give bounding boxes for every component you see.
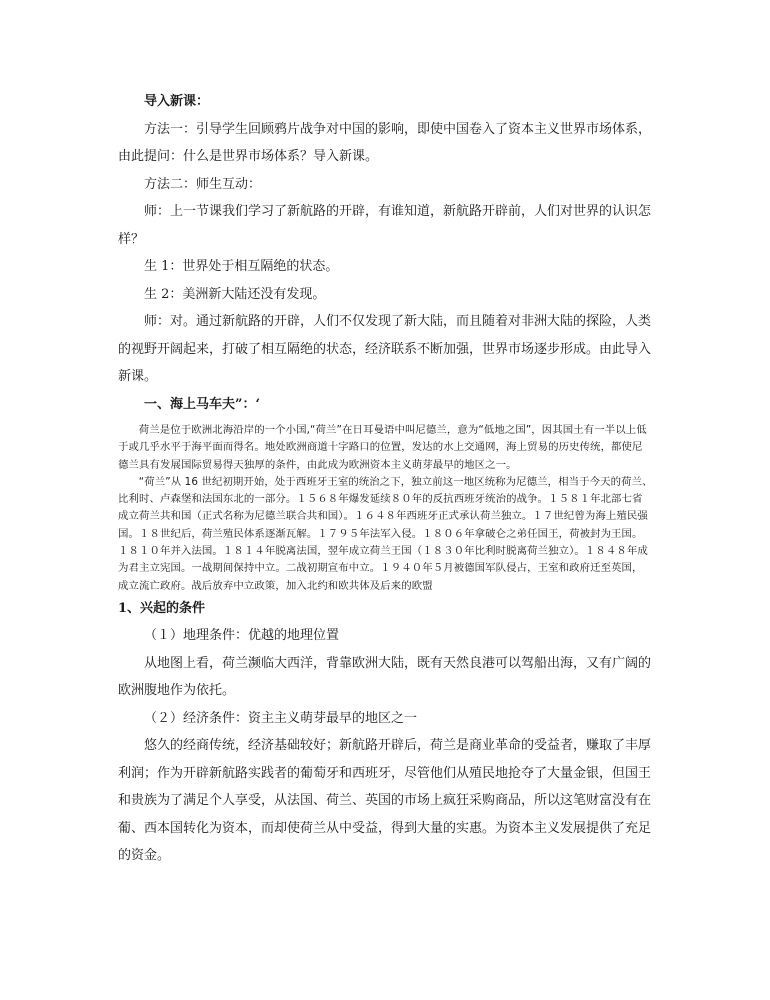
intro-heading: 导入新课： [144,94,210,109]
student-two-answer: 生 2：美洲新大陆还没有发现。 [144,286,326,302]
section-one-heading: 一、海上马车夫”：‘ [144,396,261,412]
condition-one-paragraph: 从地图上看，荷兰濒临大西洋，背靠欧洲大陆，既有天然良港可以驾船出海，又有广阔的欧洲腹地作为依托。 [118,655,652,699]
document-body [118,88,653,870]
subsection-one-heading: 1、兴起的条件 [118,600,206,616]
method-two-heading: 方法二：师生互动： [144,176,262,192]
condition-two-heading: （２）经济条件：资主主义萌芽最早的地区之一 [144,710,418,726]
netherlands-history-paragraph: “荷兰”从 16 世纪初期开始，处于西班牙王室的统治之下，独立前这一地区统称为尼德兰，相当于今天的荷兰、比利时、卢森堡和法国东北的一部分。１５６８年爆发延续８０年的反抗西班牙统治的战争。１５８１年北部七省成立荷兰共和国（正式名称为尼德兰联合共和国）。１６４８年西班牙正式承认荷兰独立。１７世纪曾为海上殖民强国。１８世纪后，荷兰殖民体系逐渐瓦解。１７９５年法军入侵。１８０６年拿破仑之弟任国王，荷被封为王国。１８１０年并入法国。１８１４年脱离法国，翌年成立荷兰王国（１８３０年比利时脱离荷兰独立）。１８４８年成为君主立宪国。一战期间保持中立。二战初期宣布中立。１９４０年５月被德国军队侵占，王室和政府迁至英国，成立流亡政府。战后放弃中立政策，加入北约和欧共体及后来的欧盟 [118,475,653,592]
condition-one-heading: （１）地理条件：优越的地理位置 [144,628,340,644]
student-one-answer: 生 1：世界处于相互隔绝的状态。 [144,259,339,274]
netherlands-intro-paragraph: 荷兰是位于欧洲北海沿岸的一个小国,“荷兰”在日耳曼语中叫尼德兰，意为“低地之国”，因其国土有一半以上低于或几乎水平于海平面而得名。地处欧洲商道十字路口的位置，发达的水上交通网，海上贸易的历史传统，都使尼德兰具有发展国际贸易得天独厚的条件，由此成为欧洲资本主义萌芽最早的地区之一。 [118,424,647,471]
teacher-question-paragraph: 师：上一节课我们学习了新航路的开辟，有谁知道，新航路开辟前，人们对世界的认识怎样？ [118,204,652,247]
condition-two-paragraph: 悠久的经商传统，经济基础较好；新航路开辟后，荷兰是商业革命的受益者，赚取了丰厚利润；作为开辟新航路实践者的葡萄牙和西班牙，尽管他们从殖民地抢夺了大量金银，但国王和贵族为了满足个人享受，从法国、荷兰、英国的市场上疯狂采购商品，所以这笔财富没有在葡、西本国转化为资本，而却使荷兰从中受益，得到大量的实惠。为资本主义发展提供了充足的资金。 [118,738,652,864]
method-one-paragraph: 方法一：引导学生回顾鸦片战争对中国的影响，即使中国卷入了资本主义世界市场体系，由此提问：什么是世界市场体系？导入新课。 [118,121,652,164]
teacher-answer-paragraph: 师：对。通过新航路的开辟，人们不仅发现了新大陆，而且随着对非洲大陆的探险，人类的视野开阔起来，打破了相互隔绝的状态，经济联系不断加强，世界市场逐步形成。由此导入新课。 [118,314,652,384]
